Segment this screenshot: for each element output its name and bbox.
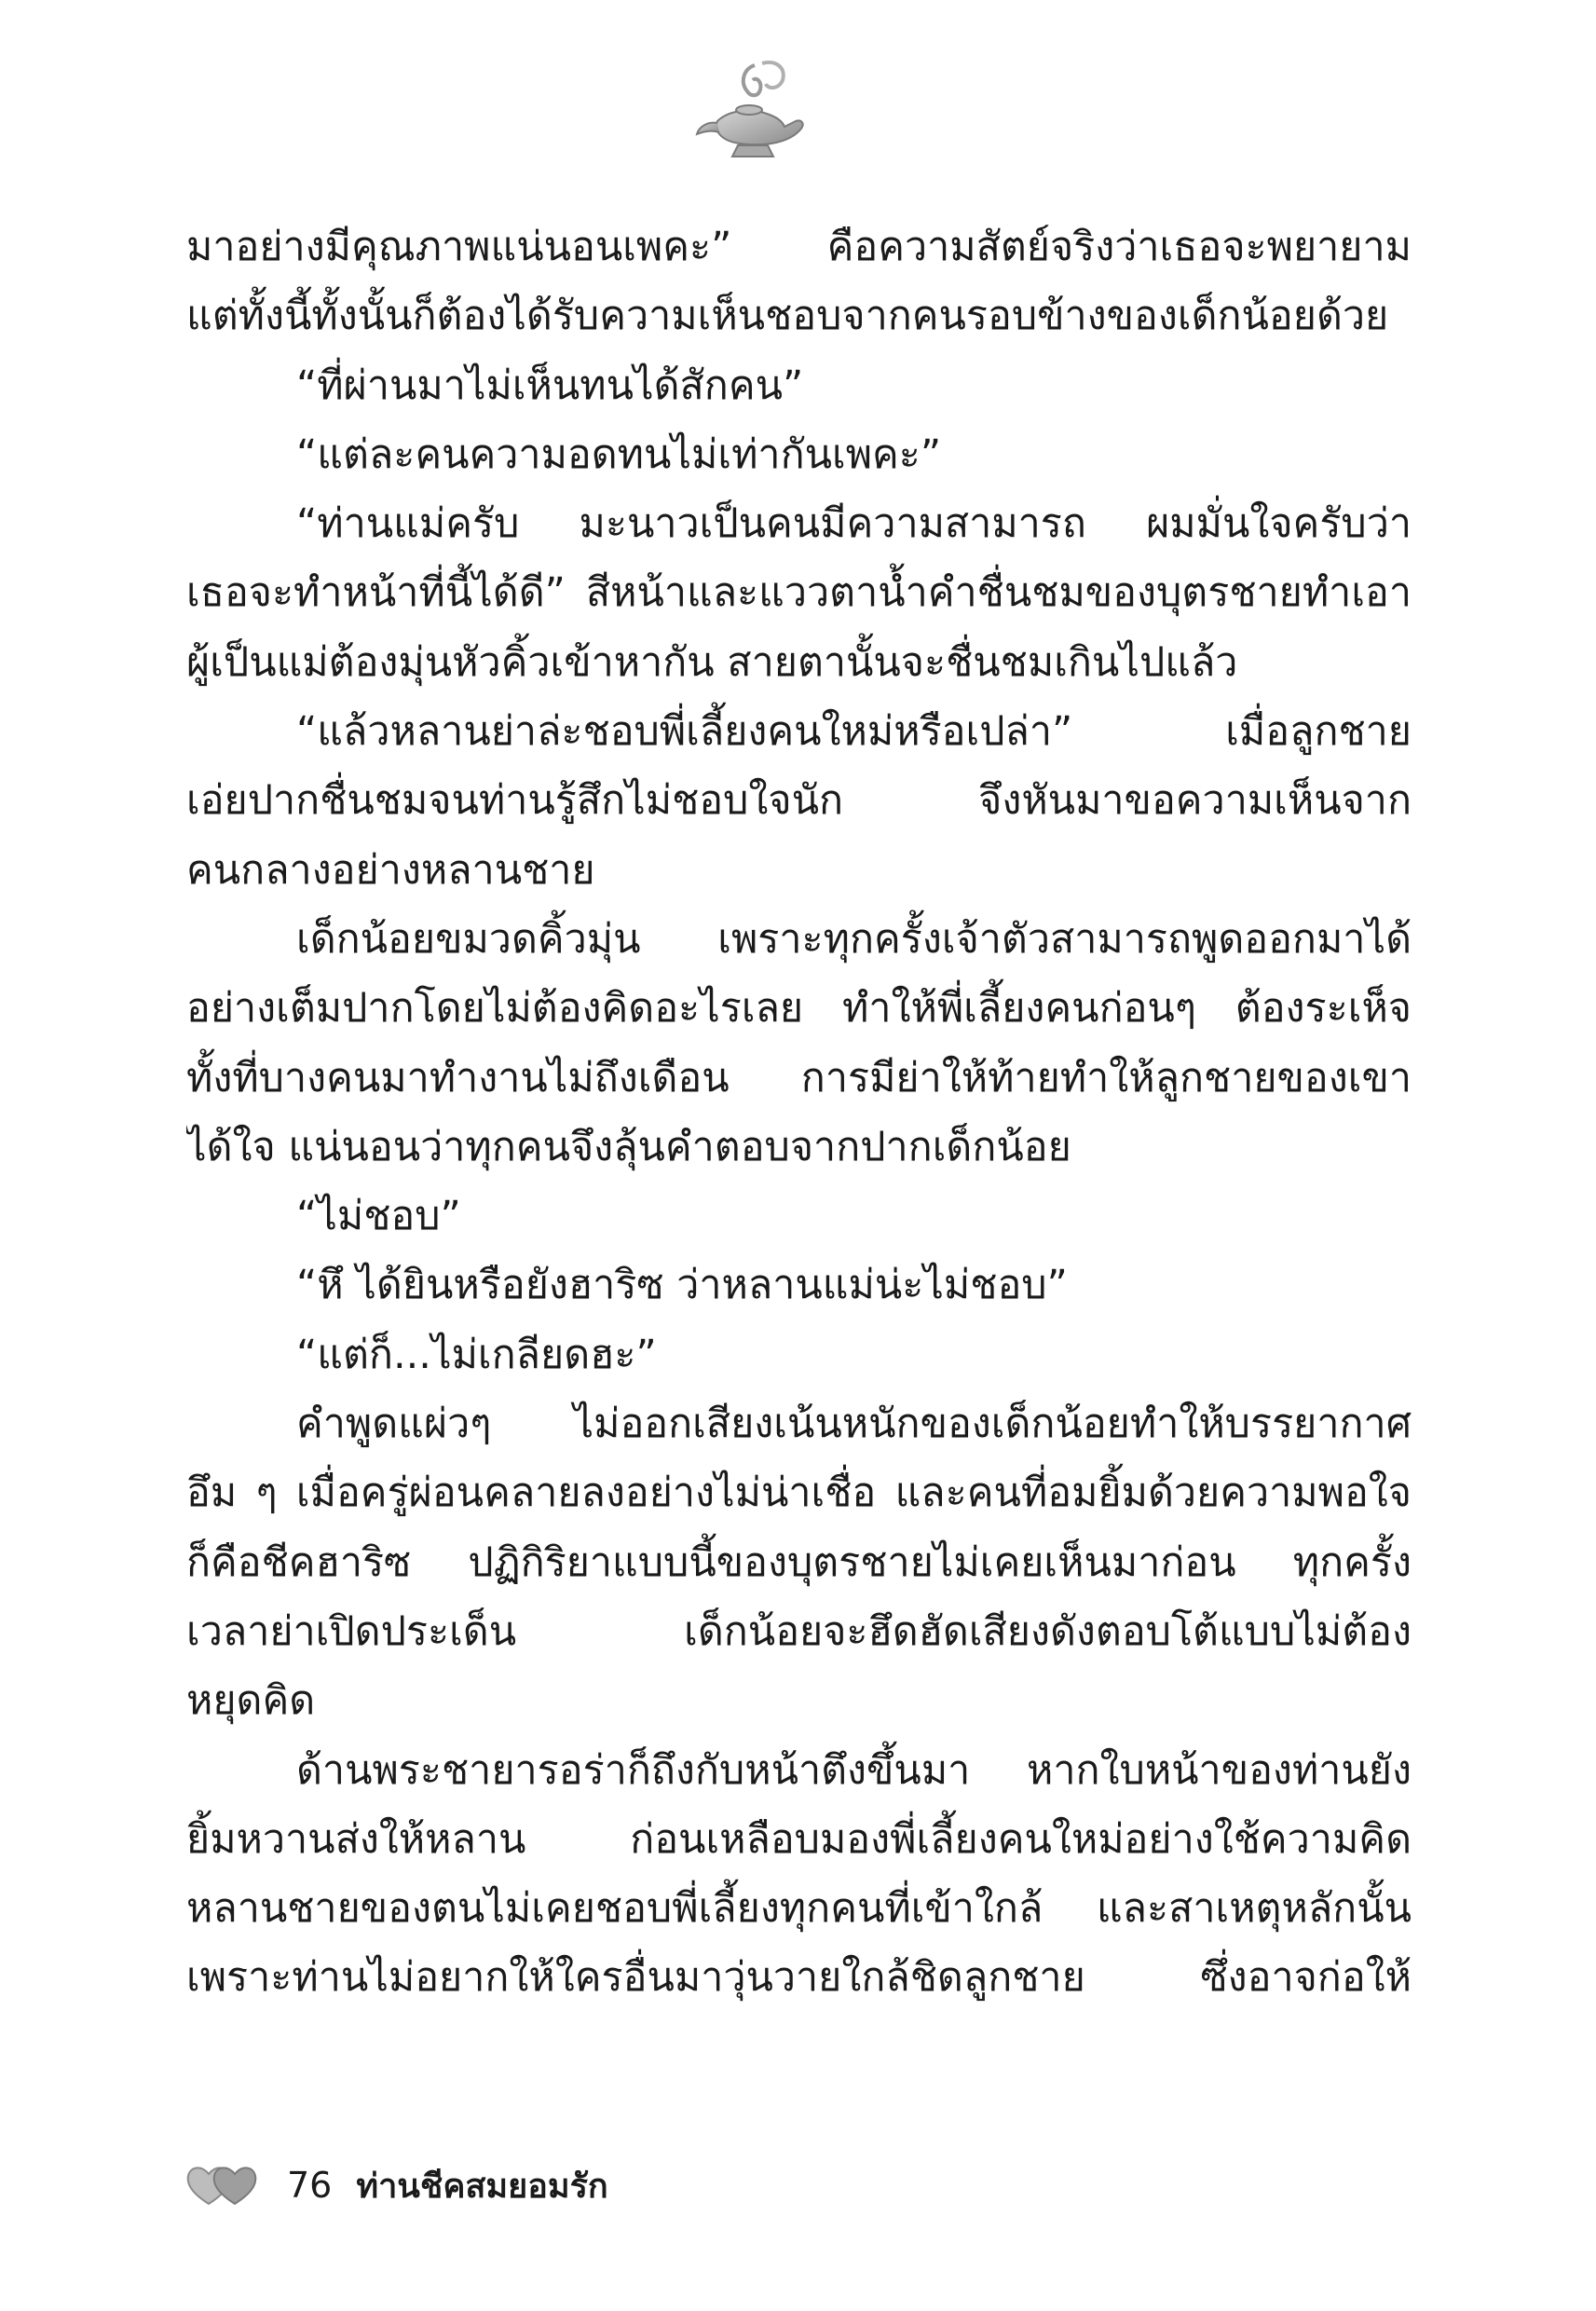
text-line: ก็คือชีคฮาริซ ปฏิกิริยาแบบนี้ของบุตรชายไม่เคยเห็นมาก่อน ทุกครั้ง [186, 1538, 1412, 1586]
book-title: ท่านชีคสมยอมรัก [356, 2167, 608, 2206]
text-line: “แต่ก็...ไม่เกลียดฮะ” [296, 1331, 657, 1378]
page-footer [184, 2153, 608, 2218]
text-line: “แล้วหลานย่าล่ะชอบพี่เลี้ยงคนใหม่หรือเปล่า” เมื่อลูกชาย [296, 708, 1412, 756]
text-line: อึม ๆ เมื่อครู่ผ่อนคลายลงอย่างไม่น่าเชื่อ และคนที่อมยิ้มด้วยความพอใจ [186, 1470, 1412, 1517]
text-line: ผู้เป็นแม่ต้องมุ่นหัวคิ้วเข้าหากัน สายตานั้นจะชื่นชมเกินไปแล้ว [186, 638, 1238, 686]
text-line: “ท่านแม่ครับ มะนาวเป็นคนมีความสามารถ ผมมั่นใจครับว่า [296, 500, 1412, 548]
text-line: “แต่ละคนความอดทนไม่เท่ากันเพคะ” [296, 431, 942, 478]
body-text [186, 212, 1412, 2013]
text-line: คำพูดแผ่วๆ ไม่ออกเสียงเน้นหนักของเด็กน้อยทำให้บรรยากาศ [296, 1401, 1412, 1448]
text-line: อย่างเต็มปากโดยไม่ต้องคิดอะไรเลย ทำให้พี่เลี้ยงคนก่อนๆ ต้องระเห็จ [186, 985, 1412, 1032]
text-line: เวลาย่าเปิดประเด็น เด็กน้อยจะฮึดฮัดเสียงดังตอบโต้แบบไม่ต้อง [186, 1607, 1412, 1655]
text-line: เธอจะทำหน้าที่นี้ได้ดี” สีหน้าและแววตาน้ำคำชื่นชมของบุตรชายทำเอา [186, 569, 1412, 617]
text-line: หยุดคิด [186, 1677, 316, 1725]
text-line: ด้านพระชายารอร่าก็ถึงกับหน้าตึงขึ้นมา หากใบหน้าของท่านยัง [296, 1746, 1412, 1794]
double-heart-icon [184, 2161, 263, 2209]
text-line: “ไม่ชอบ” [296, 1193, 461, 1240]
text-line: “หึ ได้ยินหรือยังฮาริซ ว่าหลานแม่น่ะไม่ชอบ” [296, 1262, 1068, 1309]
text-line: เอ่ยปากชื่นชมจนท่านรู้สึกไม่ชอบใจนัก จึงหันมาขอความเห็นจาก [186, 777, 1412, 825]
text-line: ได้ใจ แน่นอนว่าทุกคนจึงลุ้นคำตอบจากปากเด็กน้อย [186, 1123, 1071, 1170]
text-line: มาอย่างมีคุณภาพแน่นอนเพคะ” คือความสัตย์จริงว่าเธอจะพยายาม [186, 224, 1412, 270]
genie-lamp-icon [689, 56, 820, 168]
text-line: ทั้งที่บางคนมาทำงานไม่ถึงเดือน การมีย่าให้ท้ายทำให้ลูกชายของเขา [186, 1054, 1412, 1101]
page-number: 76 [287, 2165, 333, 2206]
text-line: คนกลางอย่างหลานชาย [186, 846, 595, 894]
text-line: เพราะท่านไม่อยากให้ใครอื่นมาวุ่นวายใกล้ชิดลูกชาย ซึ่งอาจก่อให้ [186, 1954, 1412, 2002]
text-line: เด็กน้อยขมวดคิ้วมุ่น เพราะทุกครั้งเจ้าตัวสามารถพูดออกมาได้ [296, 915, 1412, 963]
text-line: ยิ้มหวานส่งให้หลาน ก่อนเหลือบมองพี่เลี้ยงคนใหม่อย่างใช้ความคิด [186, 1815, 1412, 1863]
text-line: “ที่ผ่านมาไม่เห็นทนได้สักคน” [296, 362, 804, 409]
text-line: หลานชายของตนไม่เคยชอบพี่เลี้ยงทุกคนที่เข้าใกล้ และสาเหตุหลักนั้น [186, 1885, 1412, 1933]
text-line: แต่ทั้งนี้ทั้งนั้นก็ต้องได้รับความเห็นชอบจากคนรอบข้างของเด็กน้อยด้วย [186, 293, 1389, 340]
